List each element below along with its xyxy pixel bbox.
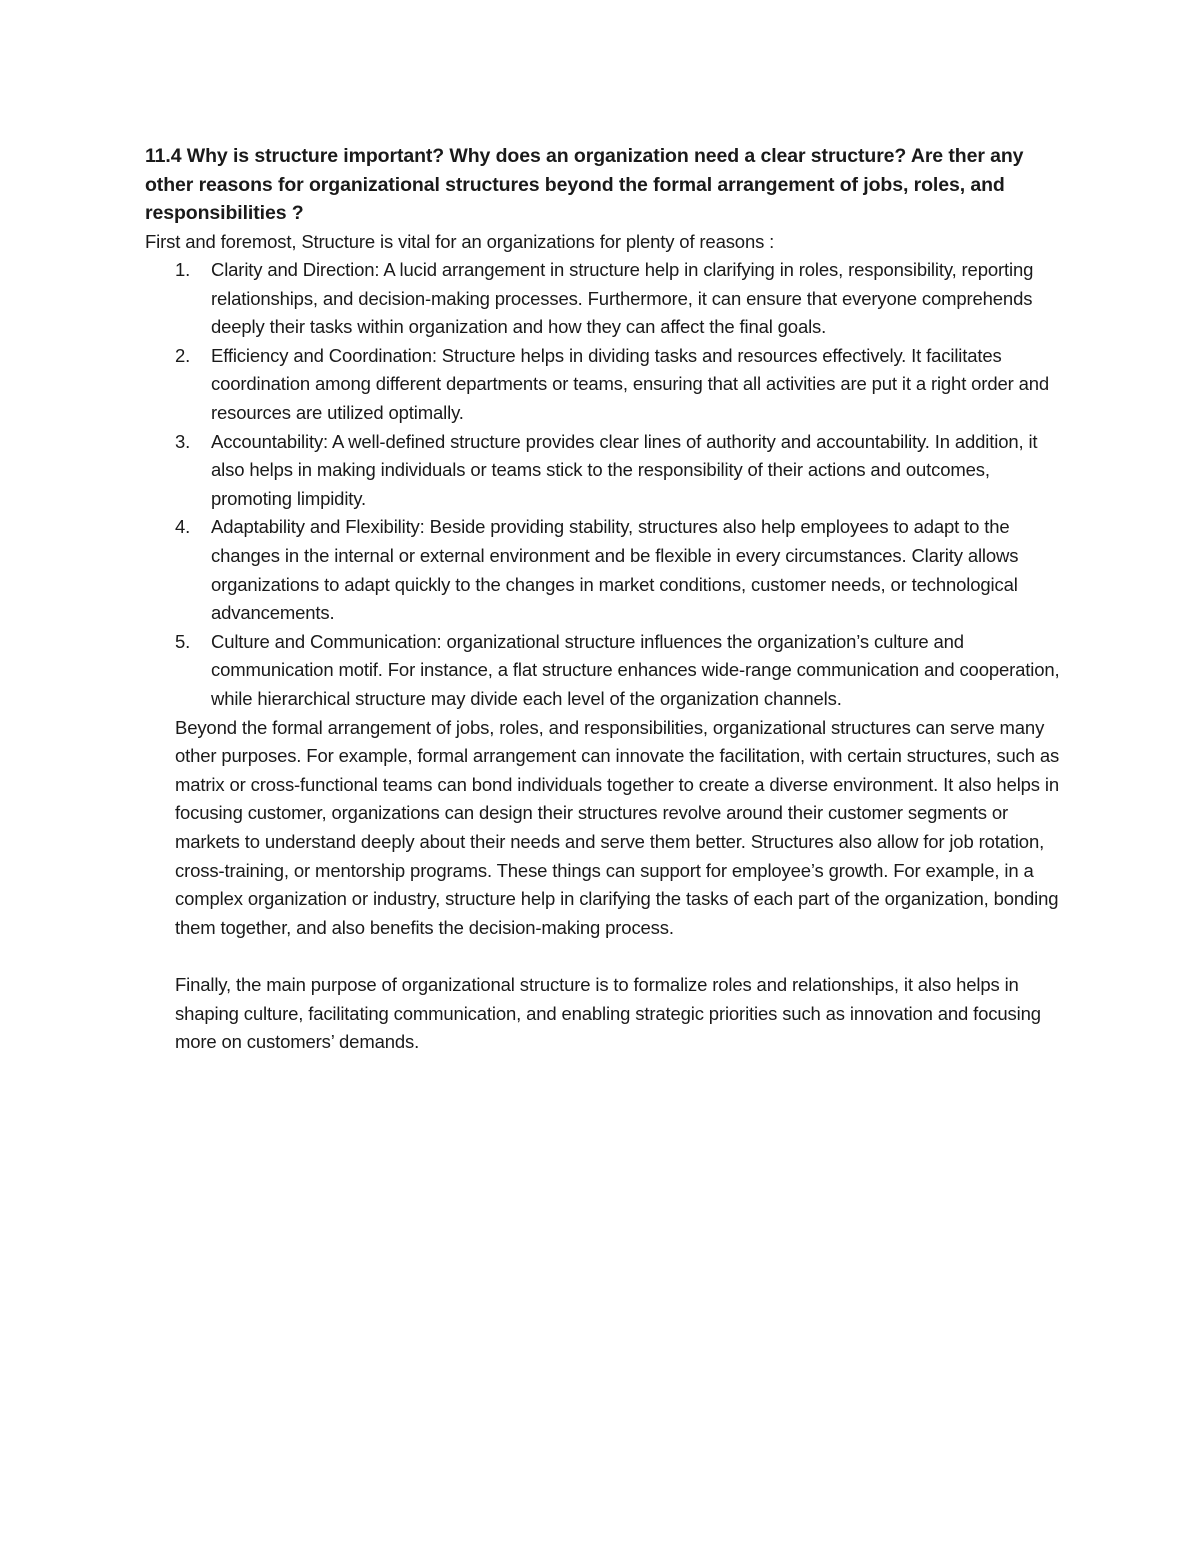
reason-number: 1. [175, 259, 191, 281]
reason-item [145, 428, 1060, 514]
intro-paragraph: First and foremost, Structure is vital for an organizations for plenty of reasons : [145, 230, 775, 252]
reason-text: Clarity and Direction: A lucid arrangement in structure help in clarifying in roles, responsibility, reporting relationships, and decision-making processes. Furthermore, it can ensure that everyone comprehends deeply their tasks within organization and how they can affect the final goals. [211, 259, 1034, 338]
conclusion-paragraph: Finally, the main purpose of organizational structure is to formalize roles and relationships, it also helps in shaping culture, facilitating communication, and enabling strategic priorities such as innovation and focusing more on customers’ demands. [175, 973, 1041, 1053]
reason-text: Accountability: A well-defined structure provides clear lines of authority and accountability. In addition, it also helps in making individuals or teams stick to the responsibility of their actions and outcomes, promoting limpidity. [211, 430, 1038, 509]
question-heading: 11.4 Why is structure important? Why does an organization need a clear structure? Are ther any other reasons for organizational structures beyond the formal arrangement of jobs, roles, and responsibilities ? [145, 145, 1024, 224]
reason-item [145, 628, 1060, 714]
reason-number: 2. [175, 344, 191, 366]
reasons-list [145, 256, 1060, 714]
reason-text: Adaptability and Flexibility: Beside providing stability, structures also help employees to adapt to the changes in the internal or external environment and be flexible in every circumstances. Clarity allows organizations to adapt quickly to the changes in market conditions, customer needs, or technological advancements. [211, 516, 1019, 624]
beyond-paragraph: Beyond the formal arrangement of jobs, roles, and responsibilities, organizational structures can serve many other purposes. For example, formal arrangement can innovate the facilitation, with certain structures, such as matrix or cross-functional teams can bond individuals together to create a diverse environment. It also helps in focusing customer, organizations can design their structures revolve around their customer segments or markets to understand deeply about their needs and serve them better. Structures also allow for job rotation, cross-training, or mentorship programs. These things can support for employee’s growth. For example, in a complex organization or industry, structure help in clarifying the tasks of each part of the organization, bonding them together, and also benefits the decision-making process. [175, 716, 1060, 938]
reason-number: 5. [175, 630, 191, 652]
document-body [145, 142, 1060, 1057]
reason-number: 3. [175, 430, 191, 452]
reason-item [145, 513, 1060, 627]
reason-item [145, 256, 1060, 342]
reason-text: Culture and Communication: organizational structure influences the organization’s culture and communication motif. For instance, a flat structure enhances wide-range communication and cooperation, while hierarchical structure may divide each level of the organization channels. [211, 630, 1060, 709]
paragraph-spacer [145, 942, 1060, 971]
reason-item [145, 342, 1060, 428]
reason-number: 4. [175, 516, 191, 538]
reason-text: Efficiency and Coordination: Structure helps in dividing tasks and resources effectively. It facilitates coordination among different departments or teams, ensuring that all activities are put it a right order and resources are utilized optimally. [211, 344, 1050, 424]
